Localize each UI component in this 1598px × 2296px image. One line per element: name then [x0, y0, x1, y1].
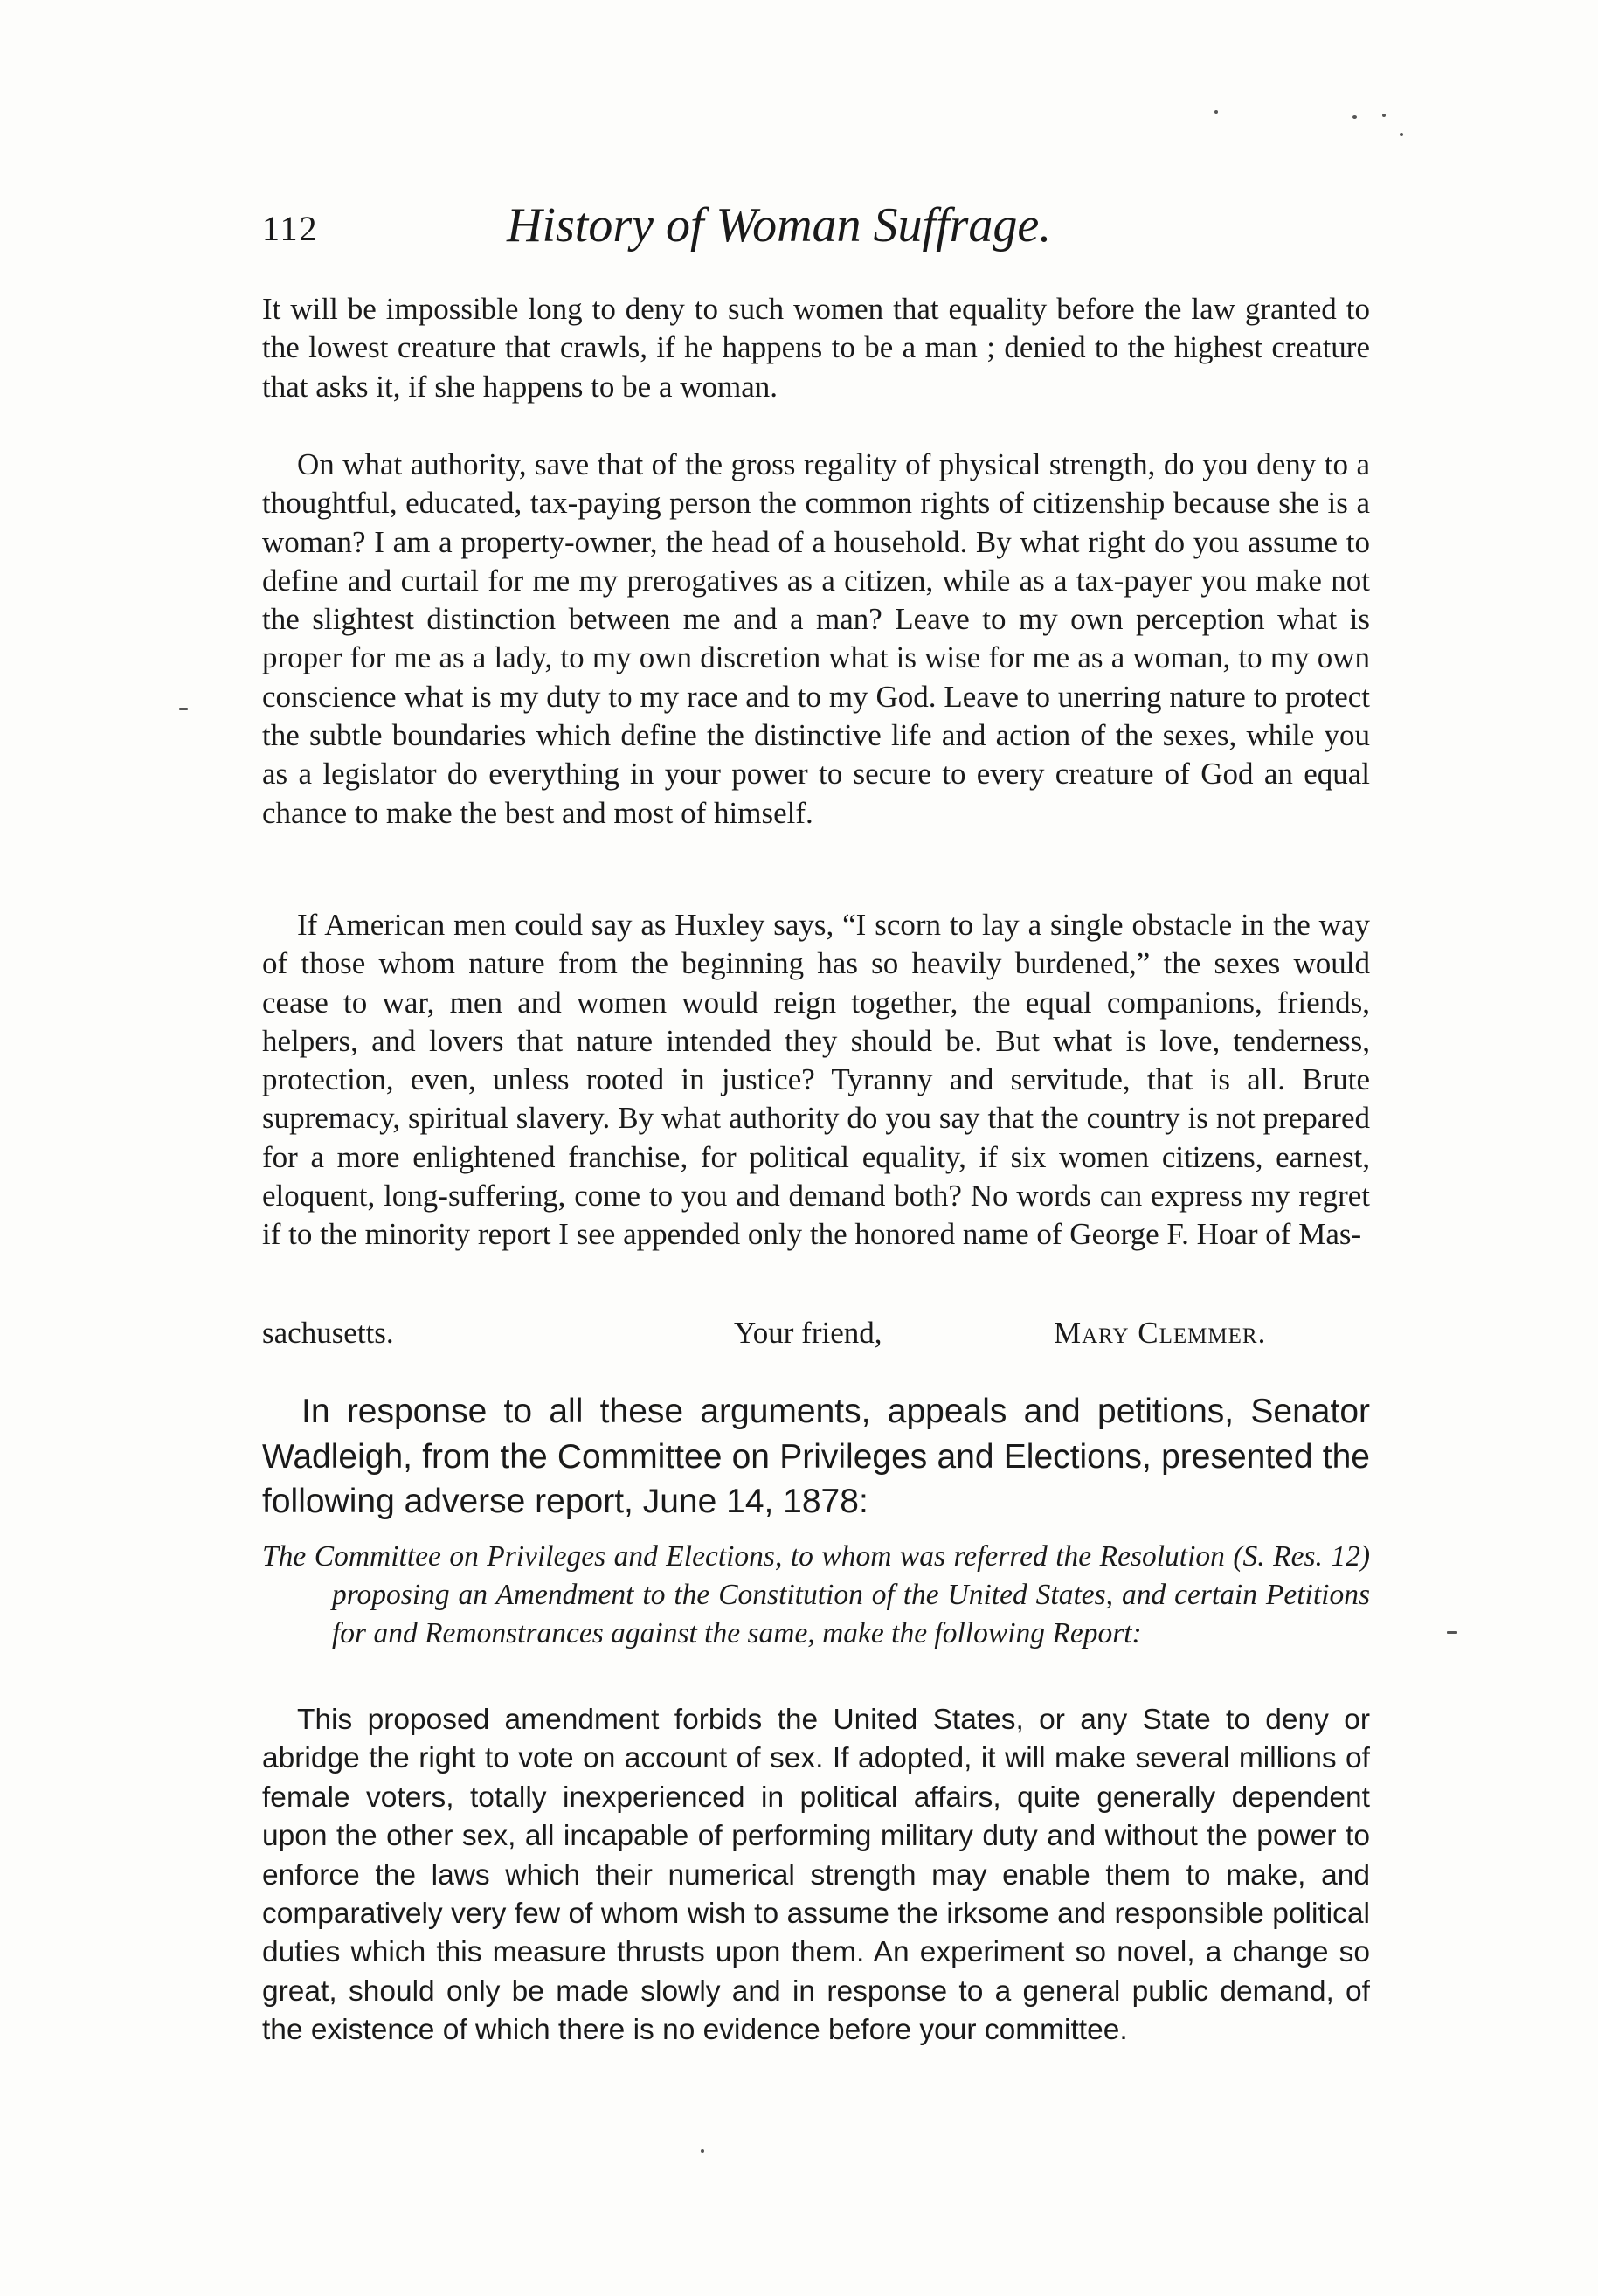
paragraph-2 [262, 446, 1370, 833]
scan-speck [1352, 115, 1357, 119]
page-header [262, 197, 1380, 259]
scan-speck [1447, 1631, 1457, 1634]
report-heading: The Committee on Privileges and Elections, to whom was referred the Resolution (S. Res. 12) proposing an Amendment to the Constitution of the United States, and certain Petitions for and Remonstrances against the same, make the following Report: [262, 1540, 1370, 1649]
paragraph-4: In response to all these arguments, appeals and petitions, Senator Wadleigh, from the Committee on Privileges and Elections, presented the following adverse report, June 14, 1878: [262, 1393, 1370, 1520]
paragraph-3-text: If American men could say as Huxley says, “I scorn to lay a single obstacle in the way of those whom nature from the beginning has so heavily burdened,” the sexes would cease to war, men and women would reign together, the equal companions, friends, helpers, and lovers that nature intended they should be. But what is love, tenderness, protection, even, unless rooted in justice? Tyranny and servitude, that is all. Brute supremacy, spiritual slavery. By what authority do you say that the country is not prepared for a more enlightened franchise, for political equality, if six women citizens, earnest, eloquent, long-suffering, come to you and demand both? No words can express my regret if to the minority report I see appended only the honored name of George F. Hoar of Mas- [262, 908, 1370, 1252]
paragraph-2-text: On what authority, save that of the gross regality of physical strength, do you deny to a thoughtful, educated, tax-paying person the common rights of citizenship because she is a woman? I am a property-owner, the head of a household. By what right do you assume to define and curtail for me my prerogatives as a citizen, while as a tax-payer you make not the slightest distinction between me and a man? Leave to my own perception what is proper for me as a lady, to my own discretion what is wise for me as a woman, to my own conscience what is my duty to my race and to my God. Leave to unerring nature to protect the subtle boundaries which define the distinctive life and action of the sexes, while you as a legislator do everything in your power to secure to every creature of God an equal chance to make the best and most of himself. [262, 447, 1370, 830]
paragraph-5 [262, 1701, 1370, 2050]
scan-speck [701, 2149, 704, 2153]
scan-speck [179, 708, 188, 710]
signature-name: Mary Clemmer. [1054, 1316, 1267, 1350]
page-number: 112 [262, 209, 319, 248]
letter-signature [262, 1316, 1370, 1356]
signature-line-end: sachusetts. [262, 1316, 394, 1350]
signature-closing: Your friend, [734, 1316, 882, 1350]
running-title: History of Woman Suffrage. [507, 198, 1052, 252]
paragraph-5-text: This proposed amendment forbids the United States, or any State to deny or abridge the right to vote on account of sex. If adopted, it will make several millions of female voters, totally inexperienced in political affairs, quite generally dependent upon the other sex, all incapable of performing military duty and without the power to enforce the laws which their numerical strength may enable them to make, and comparatively very few of whom wish to assume the irksome and responsible political duties which this measure thrusts upon them. An experiment so novel, a change so great, should only be made slowly and in response to a general public demand, of the existence of which there is no evidence before your committee. [262, 1704, 1370, 2047]
scan-speck [1382, 114, 1386, 117]
paragraph-1 [262, 290, 1370, 406]
paragraph-3 [262, 906, 1370, 1255]
paragraph-1-text: It will be impossible long to deny to such women that equality before the law granted to the lowest creature that crawls, if he happens to be a man ; denied to the highest creature that asks it, if she happens to be a woman. [262, 292, 1370, 404]
scan-speck [1400, 133, 1403, 136]
scan-speck [1214, 110, 1218, 114]
